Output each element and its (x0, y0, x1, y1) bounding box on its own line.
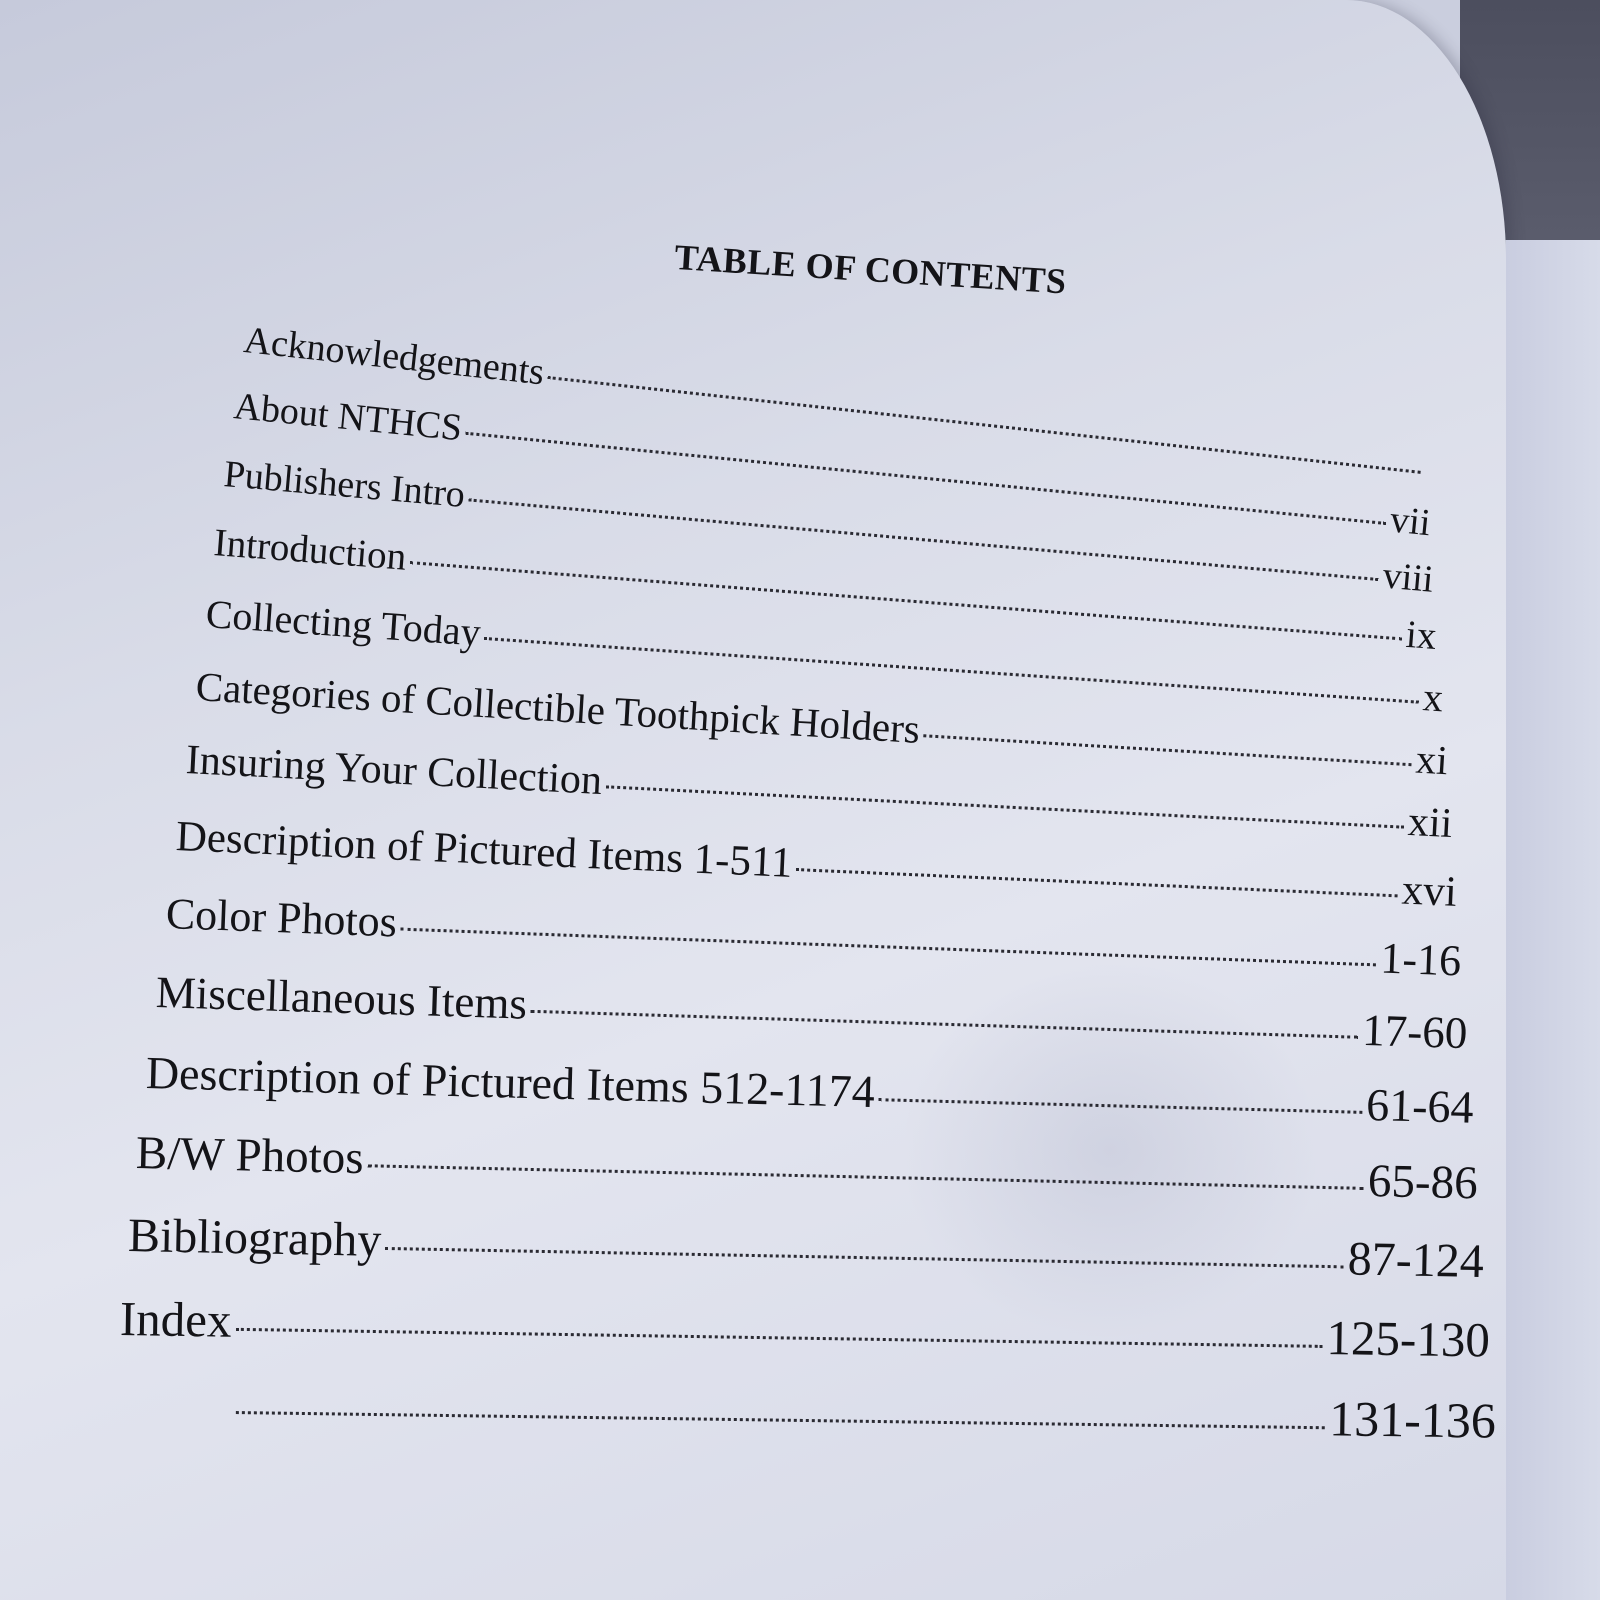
toc-entry-page: xvi (1400, 866, 1458, 916)
toc-entry-page: viii (1381, 554, 1436, 601)
dot-leader (236, 1411, 1325, 1429)
toc-entry-page: x (1421, 674, 1445, 721)
toc-entry-label: Index (119, 1291, 232, 1348)
toc-entry-page: 17-60 (1361, 1004, 1469, 1059)
toc-entry-label: Miscellaneous Items (155, 967, 528, 1029)
toc-entry-label: Publishers Intro (222, 453, 467, 516)
toc-entry-page: xi (1414, 735, 1450, 784)
toc-entry-page: 125-130 (1326, 1309, 1491, 1368)
page-edge (1506, 240, 1600, 1600)
dot-leader (235, 1328, 1322, 1348)
page-title: TABLE OF CONTENTS (673, 236, 1068, 302)
toc-entry-page: 61-64 (1365, 1078, 1475, 1133)
toc-entry-label: B/W Photos (135, 1127, 365, 1185)
toc-entry-label: Introduction (212, 521, 408, 579)
toc-entry-label: Color Photos (165, 889, 398, 947)
dot-leader (879, 1098, 1363, 1114)
toc-entry-page: xii (1406, 798, 1454, 848)
toc-entry-label: Description of Pictured Items 1-511 (174, 813, 794, 887)
toc-entry-label: Bibliography (127, 1209, 382, 1267)
toc-entry-page: vii (1388, 498, 1433, 545)
toc-entry-label: Description of Pictured Items 512-1174 (145, 1047, 876, 1118)
dot-leader (367, 1164, 1363, 1190)
toc-entry-label: Insuring Your Collection (184, 737, 604, 805)
toc-entry-label: Acknowledgements (241, 319, 547, 394)
toc-entry-page: 87-124 (1347, 1232, 1485, 1289)
toc-entry-label: Collecting Today (204, 591, 483, 655)
toc-entry-label: About NTHCS (231, 385, 465, 450)
toc-entry-page: 131-136 (1328, 1390, 1497, 1449)
toc-entry-page: ix (1404, 612, 1439, 658)
dot-leader (385, 1247, 1344, 1268)
toc-entry-page: 1-16 (1379, 933, 1463, 986)
toc-entry-label: Categories of Collectible Toothpick Holders (194, 663, 922, 752)
toc-entry-page: 65-86 (1367, 1154, 1479, 1210)
